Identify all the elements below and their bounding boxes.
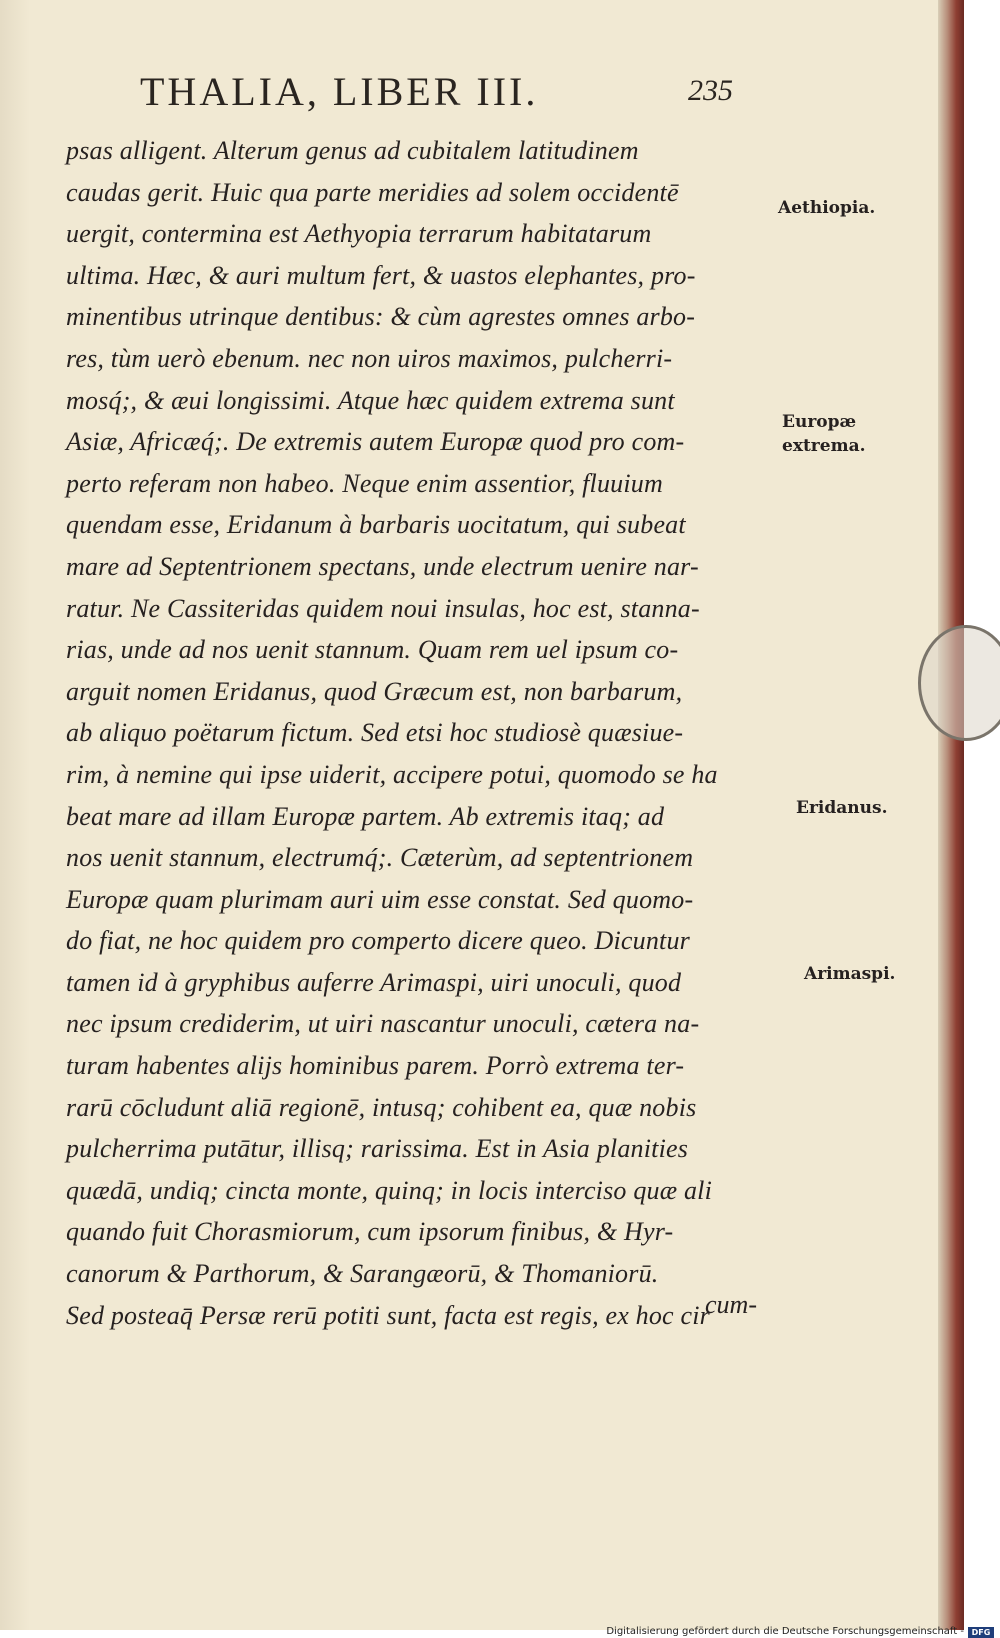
page-number: 235 [688, 74, 733, 107]
text-line: rim, à nemine qui ipse uiderit, accipere potui, quomodo se ha [66, 759, 718, 789]
page-header [140, 68, 760, 118]
dfg-logo: DFG [968, 1627, 994, 1638]
text-line: pulcherrima putātur, illisq; rarissima. Est in Asia planities [66, 1134, 689, 1164]
text-line: mosq́;, & æui longissimi. Atque hæc quidem extrema sunt [66, 385, 675, 415]
text-line: nos uenit stannum, electrumq́;. Cæterùm, ad septentrionem [66, 843, 694, 873]
text-line: beat mare ad illam Europæ partem. Ab extremis itaq; ad [66, 801, 665, 831]
text-line: res, tùm uerò ebenum. nec non uiros maximos, pulcherri- [66, 343, 673, 373]
running-title: THALIA, LIBER III. [140, 69, 539, 114]
text-line: turam habentes alijs hominibus parem. Porrò extrema ter- [66, 1051, 685, 1081]
catchword: cum- [705, 1290, 757, 1319]
text-line: Europæ quam plurimam auri uim esse constat. Sed quomo- [66, 884, 694, 914]
text-line: canorum & Parthorum, & Sarangæorū, & Thomaniorū. [66, 1259, 659, 1289]
body-text [66, 130, 776, 1336]
marginal-note-aethiopia: Aethiopia. [778, 198, 876, 218]
text-line: uergit, contermina est Aethyopia terrarum habitatarum [66, 219, 652, 249]
marginal-note-eridanus: Eridanus. [796, 798, 888, 818]
footer-credit: Digitalisierung gefördert durch die Deutsche Forschungsgemeinschaft - [606, 1626, 964, 1637]
text-line: perto referam non habeo. Neque enim assentior, fluuium [66, 468, 663, 498]
text-line: caudas gerit. Huic qua parte meridies ad solem occidentē [66, 177, 679, 207]
text-line: ratur. Ne Cassiteridas quidem noui insulas, hoc est, stanna- [66, 593, 700, 623]
text-line: Asiæ, Africæq́;. De extremis autem Europæ quod pro com- [66, 427, 685, 457]
text-line: minentibus utrinque dentibus: & cùm agrestes omnes arbo- [66, 302, 696, 332]
page-edge [938, 0, 964, 1630]
text-line: rarū cōcludunt aliā regionē, intusq; cohibent ea, quæ nobis [66, 1092, 697, 1122]
marginal-note-arimaspi: Arimaspi. [804, 964, 896, 984]
text-line: nec ipsum crediderim, ut uiri nascantur unoculi, cætera na- [66, 1009, 700, 1039]
text-line: arguit nomen Eridanus, quod Græcum est, non barbarum, [66, 676, 683, 706]
text-line: ultima. Hæc, & auri multum fert, & uastos elephantes, pro- [66, 260, 696, 290]
text-line: rias, unde ad nos uenit stannum. Quam rem uel ipsum co- [66, 635, 679, 665]
text-line: mare ad Septentrionem spectans, unde electrum uenire nar- [66, 551, 699, 581]
text-line: quando fuit Chorasmiorum, cum ipsorum finibus, & Hyr- [66, 1217, 674, 1247]
text-line: Sed posteaq̄ Persæ rerū potiti sunt, facta est regis, ex hoc cir [66, 1300, 710, 1330]
text-line: quædā, undiq; cincta monte, quinq; in locis interciso quæ ali [66, 1175, 713, 1205]
footer [0, 1626, 1000, 1637]
text-line: quendam esse, Eridanum à barbaris uocitatum, qui subeat [66, 510, 686, 540]
text-line: tamen id à gryphibus auferre Arimaspi, uiri unoculi, quod [66, 967, 682, 997]
text-line: psas alligent. Alterum genus ad cubitalem latitudinem [66, 136, 639, 165]
marginal-note-europae-extrema: Europæ extrema. [782, 412, 866, 456]
text-line: do fiat, ne hoc quidem pro comperto dicere queo. Dicuntur [66, 926, 690, 956]
text-line: ab aliquo poëtarum fictum. Sed etsi hoc studiosè quæsiue- [66, 718, 684, 748]
